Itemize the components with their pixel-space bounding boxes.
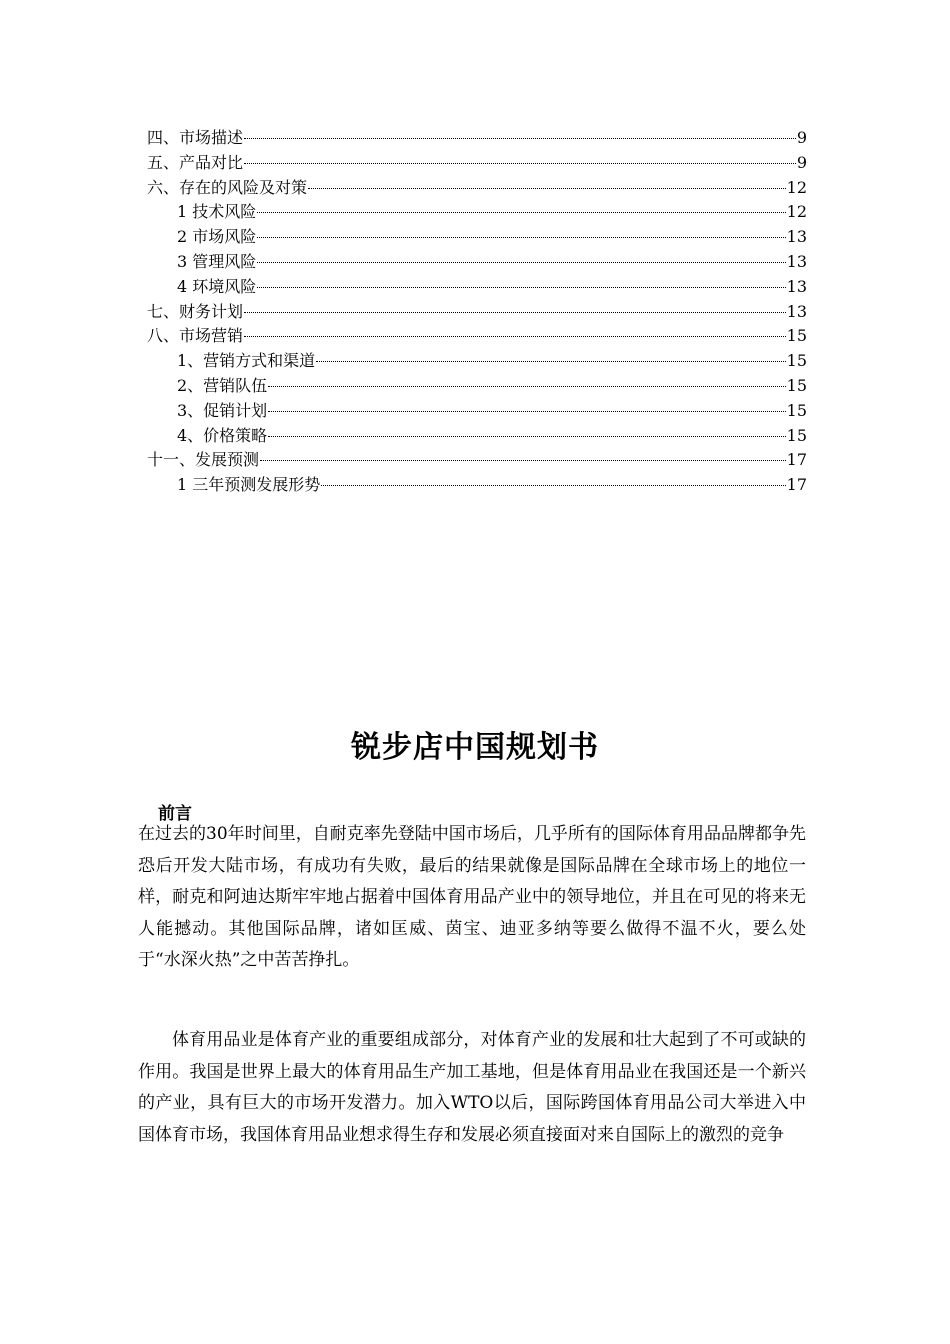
toc-leader-dots bbox=[244, 138, 796, 139]
toc-entry-page: 17 bbox=[786, 475, 807, 495]
toc-entry-label: 五、产品对比 bbox=[147, 152, 244, 172]
toc-leader-dots bbox=[244, 163, 796, 164]
toc-entry[interactable] bbox=[147, 176, 807, 201]
toc-leader-dots bbox=[257, 237, 785, 238]
toc-entry-label: 3、促销计划 bbox=[177, 400, 268, 420]
body-paragraph: 体育用品业是体育产业的重要组成部分，对体育产业的发展和壮大起到了不可或缺的作用。我国是世界上最大的体育用品生产加工基地，但是体育用品业在我国还是一个新兴的产业，具有巨大的市场开发潜力。加入WTO以后，国际跨国体育用品公司大举进入中国体育市场，我国体育用品业想求得生存和发展必须直接面对来自国际上的激烈的竞争 bbox=[138, 1030, 806, 1145]
toc-leader-dots bbox=[321, 485, 785, 486]
toc-leader-dots bbox=[257, 262, 785, 263]
toc-entry-page: 12 bbox=[786, 202, 807, 222]
toc-leader-dots bbox=[308, 188, 786, 189]
toc-entry-label: 4 环境风险 bbox=[177, 276, 257, 296]
toc-entry-label: 八、市场营销 bbox=[147, 326, 244, 346]
toc-subentry[interactable] bbox=[147, 250, 807, 275]
toc-entry-label: 2、营销队伍 bbox=[177, 375, 268, 395]
toc-entry[interactable] bbox=[147, 151, 807, 176]
toc-subentry[interactable] bbox=[147, 200, 807, 225]
toc-leader-dots bbox=[257, 287, 785, 288]
document-title: 锐步店中国规划书 bbox=[351, 730, 599, 765]
body-paragraph: 在过去的30年时间里，自耐克率先登陆中国市场后，几乎所有的国际体育用品品牌都争先恐后开发大陆市场，有成功有失败，最后的结果就像是国际品牌在全球市场上的地位一样，耐克和阿迪达斯牢牢地占据着中国体育用品产业中的领导地位，并且在可见的将来无人能撼动。其他国际品牌，诸如匡威、茵宝、迪亚多纳等要么做得不温不火，要么处于“水深火热”之中苦苦挣扎。 bbox=[138, 824, 806, 970]
toc-subentry[interactable] bbox=[147, 399, 807, 424]
toc-entry-label: 3 管理风险 bbox=[177, 251, 257, 271]
toc-leader-dots bbox=[244, 336, 786, 337]
toc-entry-label: 1、营销方式和渠道 bbox=[177, 351, 316, 371]
toc-entry-page: 13 bbox=[786, 276, 807, 296]
toc-entry-page: 15 bbox=[786, 375, 807, 395]
toc-entry[interactable] bbox=[147, 126, 807, 151]
toc-entry[interactable] bbox=[147, 300, 807, 325]
toc-entry[interactable] bbox=[147, 448, 807, 473]
toc-leader-dots bbox=[268, 411, 785, 412]
toc-entry-page: 12 bbox=[786, 177, 807, 197]
toc-entry-label: 六、存在的风险及对策 bbox=[147, 177, 308, 197]
toc-entry-label: 四、市场描述 bbox=[147, 128, 244, 147]
toc-entry-label: 1 三年预测发展形势 bbox=[177, 475, 321, 495]
toc-entry-label: 2 市场风险 bbox=[177, 227, 257, 247]
toc-entry-label: 4、价格策略 bbox=[177, 425, 268, 445]
toc-entry-page: 13 bbox=[786, 251, 807, 271]
toc-subentry[interactable] bbox=[147, 473, 807, 498]
table-of-contents bbox=[147, 126, 807, 498]
toc-entry-page: 17 bbox=[786, 450, 807, 470]
toc-entry-page: 13 bbox=[786, 227, 807, 247]
toc-subentry[interactable] bbox=[147, 374, 807, 399]
toc-entry-page: 15 bbox=[786, 425, 807, 445]
toc-entry-page: 15 bbox=[786, 400, 807, 420]
toc-entry-label: 1 技术风险 bbox=[177, 202, 257, 222]
toc-subentry[interactable] bbox=[147, 424, 807, 449]
toc-entry-page: 15 bbox=[786, 351, 807, 371]
toc-entry-page: 9 bbox=[796, 128, 807, 147]
toc-entry-page: 15 bbox=[786, 326, 807, 346]
toc-subentry[interactable] bbox=[147, 225, 807, 250]
toc-entry-label: 十一、发展预测 bbox=[147, 450, 260, 470]
toc-leader-dots bbox=[268, 386, 785, 387]
toc-subentry[interactable] bbox=[147, 349, 807, 374]
preface-heading: 前言 bbox=[158, 804, 192, 824]
toc-subentry[interactable] bbox=[147, 275, 807, 300]
toc-leader-dots bbox=[260, 460, 786, 461]
toc-entry-label: 七、财务计划 bbox=[147, 301, 244, 321]
toc-leader-dots bbox=[268, 436, 785, 437]
toc-entry-page: 9 bbox=[796, 152, 807, 172]
toc-leader-dots bbox=[244, 312, 786, 313]
toc-leader-dots bbox=[316, 361, 785, 362]
toc-entry-page: 13 bbox=[786, 301, 807, 321]
toc-leader-dots bbox=[257, 212, 785, 213]
toc-entry[interactable] bbox=[147, 324, 807, 349]
